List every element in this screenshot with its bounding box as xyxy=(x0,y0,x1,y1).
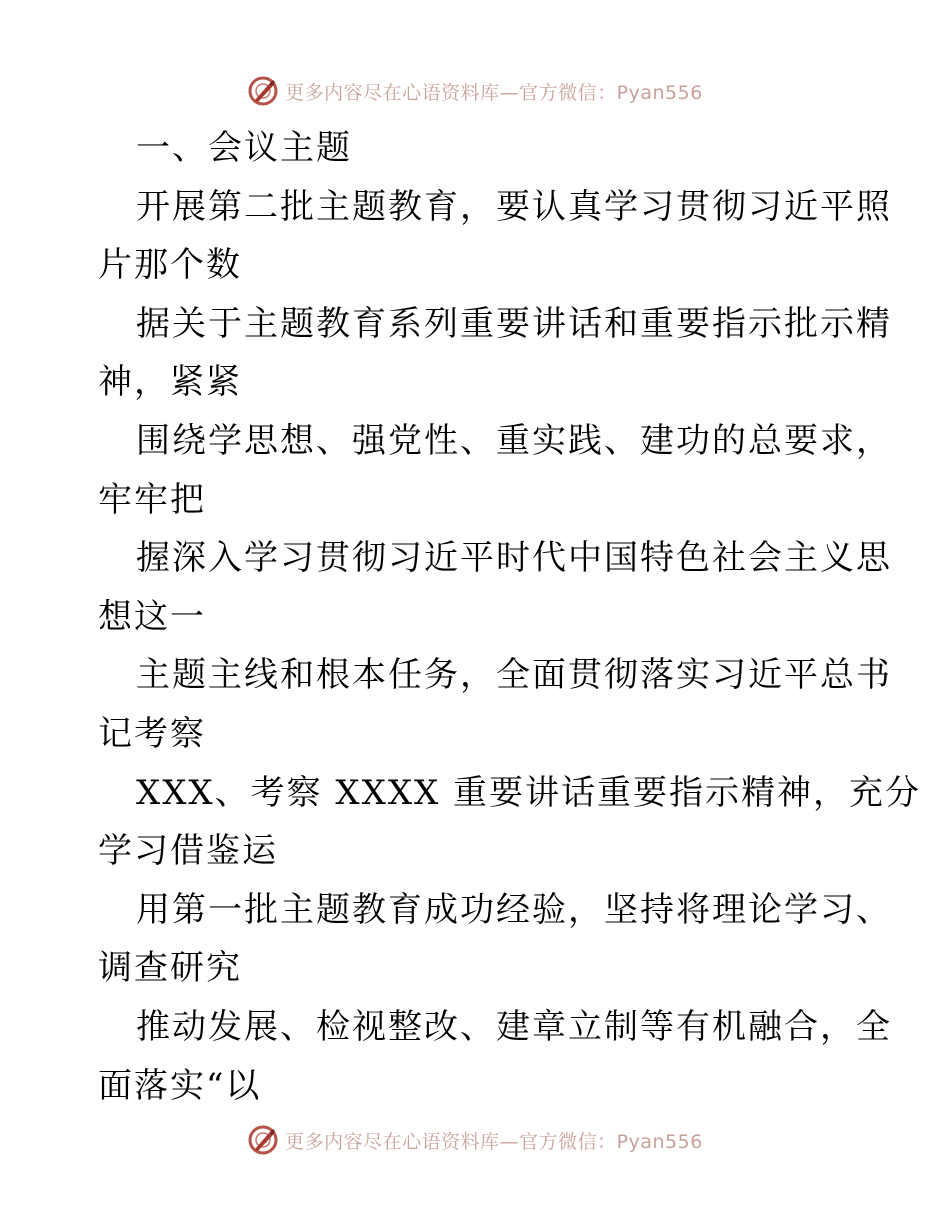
paragraph-line: 推动发展、检视整改、建章立制等有机融合，全 xyxy=(136,1006,892,1047)
paragraph-line: 主题主线和根本任务，全面贯彻落实习近平总书 xyxy=(136,655,892,696)
paragraph-line: 用第一批主题教育成功经验，坚持将理论学习、 xyxy=(136,889,892,930)
paragraph-line: 一、会议主题 xyxy=(136,128,352,168)
paragraph-line: 想这一 xyxy=(98,596,206,637)
paragraph-line: 学习借鉴运 xyxy=(98,831,278,872)
paragraph-line: 记考察 xyxy=(98,713,206,754)
paragraph-line: 调查研究 xyxy=(98,948,242,989)
banner-text: 更多内容尽在心语资料库—官方微信：Pyan556 xyxy=(285,81,703,104)
paragraph-line: 握深入学习贯彻习近平时代中国特色社会主义思 xyxy=(136,538,892,579)
pen-logo-icon xyxy=(247,75,279,107)
paragraph-line: 牢牢把 xyxy=(98,479,206,520)
pen-logo-icon xyxy=(247,1124,279,1156)
document-body xyxy=(98,119,922,1115)
header-watermark-banner xyxy=(0,71,950,111)
paragraph-line: 片那个数 xyxy=(98,245,242,286)
paragraph-line: 围绕学思想、强党性、重实践、建功的总要求， xyxy=(136,420,892,461)
footer-watermark-banner xyxy=(0,1120,950,1160)
paragraph-line: 神，紧紧 xyxy=(98,362,242,403)
banner-text: 更多内容尽在心语资料库—官方微信：Pyan556 xyxy=(285,1130,703,1153)
paragraph-line: 据关于主题教育系列重要讲话和重要指示批示精 xyxy=(136,303,892,344)
paragraph-line: 面落实“以 xyxy=(98,1065,262,1106)
paragraph-line: 开展第二批主题教育，要认真学习贯彻习近平照 xyxy=(136,186,892,227)
paragraph-line: XXX、考察 XXXX 重要讲话重要指示精神，充分 xyxy=(136,772,922,813)
